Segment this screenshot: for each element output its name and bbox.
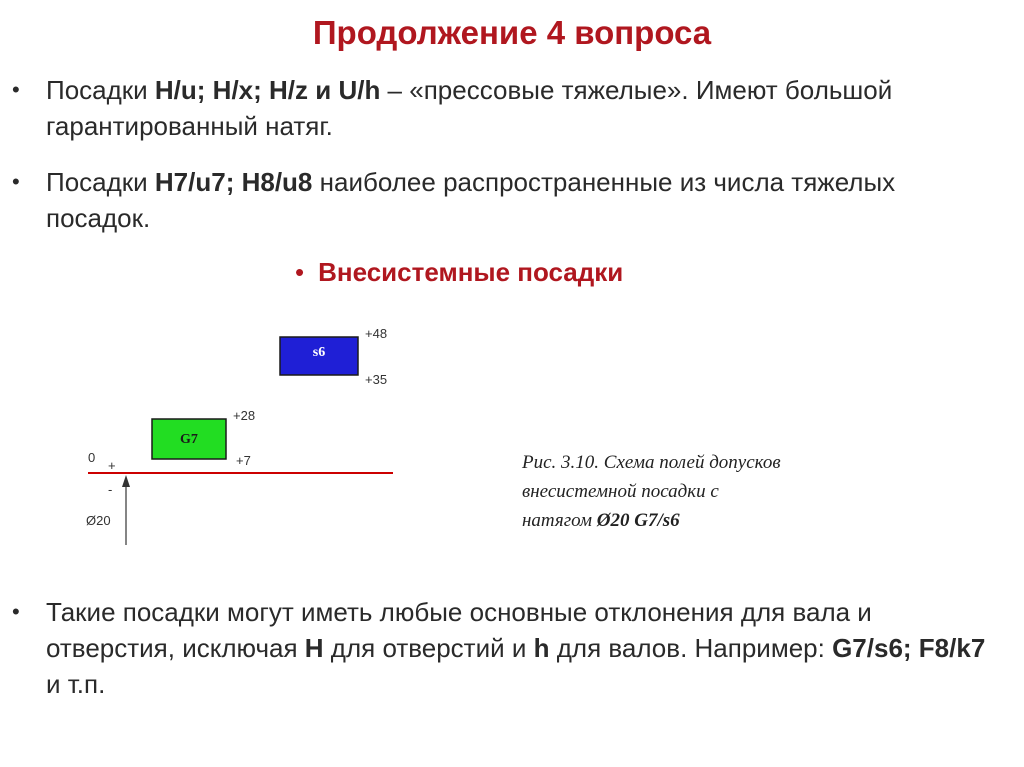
bullet-text: для отверстий и	[323, 633, 534, 663]
tolerance-field-diagram	[0, 300, 520, 560]
bullet-bold: H	[304, 633, 324, 663]
diameter-label: Ø20	[86, 513, 111, 528]
bullet-dot: •	[12, 77, 20, 102]
caption-fit-designation: Ø20 G7/s6	[596, 510, 680, 531]
hole-upper-deviation: +28	[233, 408, 256, 423]
bullet-text: – «прессовые тяжелые». Имеют большой гарантированный натяг.	[46, 75, 893, 141]
bullet-bold: H7/u7; H8/u8	[154, 167, 313, 197]
slide-title: Продолжение 4 вопроса	[312, 14, 712, 51]
bullet-heading: Внесистемные посадки	[318, 257, 624, 287]
bullet-any-deviations	[12, 594, 996, 702]
bullet-text: и т.п.	[46, 669, 106, 699]
diameter-arrowhead	[122, 475, 130, 487]
plus-sign: +	[108, 458, 116, 473]
figure-caption	[522, 448, 902, 535]
caption-line: внесистемной посадки с	[522, 481, 719, 502]
bullet-dot: •	[12, 169, 20, 194]
bullet-nonsystem-fits	[295, 254, 623, 290]
shaft-field-label: s6	[312, 345, 326, 360]
shaft-upper-deviation: +48	[365, 326, 388, 341]
caption-line	[522, 506, 902, 535]
bullet-text: Такие посадки могут иметь любые основные отклонения для вала и отверстия, исключая	[46, 597, 872, 663]
bullet-text: Посадки	[46, 167, 155, 197]
bullet-dot: •	[295, 257, 305, 287]
shaft-lower-deviation: +35	[365, 372, 388, 387]
bullet-bold: G7/s6; F8/k7	[832, 633, 986, 663]
bullet-text: для валов. Например:	[549, 633, 833, 663]
caption-line: Рис. 3.10. Схема полей допусков	[522, 452, 781, 473]
hole-field-label: G7	[180, 432, 198, 447]
bullet-dot: •	[12, 599, 20, 624]
caption-text: натягом	[522, 510, 597, 531]
bullet-heavy-press-fits	[12, 72, 996, 144]
hole-lower-deviation: +7	[236, 453, 251, 468]
zero-label: 0	[88, 450, 96, 465]
bullet-bold: H/u; H/x; H/z и U/h	[154, 75, 381, 105]
minus-sign: -	[108, 482, 113, 497]
bullet-common-heavy-fits	[12, 164, 996, 236]
bullet-text: Посадки	[46, 75, 155, 105]
bullet-bold: h	[533, 633, 550, 663]
bullet-text: наиболее распространенные из числа тяжелых посадок.	[46, 167, 896, 233]
